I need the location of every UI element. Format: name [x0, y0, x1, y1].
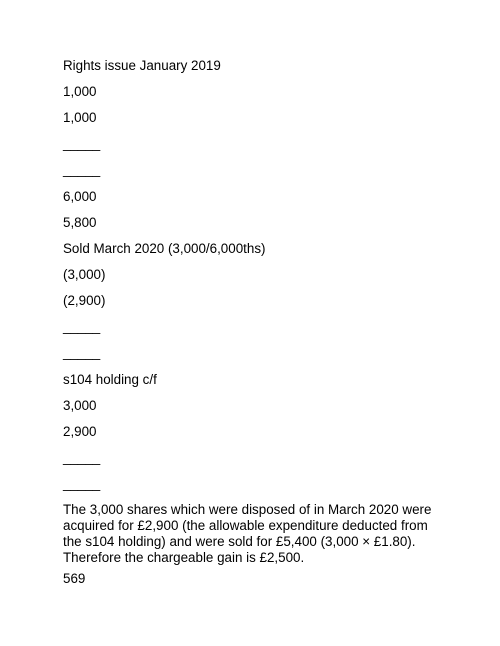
- heading-rights-issue: Rights issue January 2019: [63, 58, 221, 73]
- value-line: 3,000: [63, 398, 97, 413]
- value-line: 2,900: [63, 424, 97, 439]
- underline-rule: _____: [63, 319, 101, 334]
- value-line: 6,000: [63, 189, 97, 204]
- value-line: 5,800: [63, 215, 97, 230]
- underline-rule: _____: [63, 345, 101, 360]
- value-line: 1,000: [63, 110, 97, 125]
- underline-rule: _____: [63, 136, 101, 151]
- underline-rule: _____: [63, 450, 101, 465]
- explanation-paragraph: The 3,000 shares which were disposed of in March 2020 were acquired for £2,900 (the allowable expenditure deducted from the s104 holding) and were sold for £5,400 (3,000 × £1.80). Therefore the chargeable gain is £2,500.: [63, 502, 432, 565]
- value-line: (2,900): [63, 293, 106, 308]
- heading-sold-march: Sold March 2020 (3,000/6,000ths): [63, 241, 266, 256]
- value-line: (3,000): [63, 267, 106, 282]
- underline-rule: _____: [63, 162, 101, 177]
- value-line: 1,000: [63, 84, 97, 99]
- underline-rule: _____: [63, 476, 101, 491]
- heading-s104-holding: s104 holding c/f: [63, 372, 157, 387]
- page-number: 569: [63, 571, 86, 586]
